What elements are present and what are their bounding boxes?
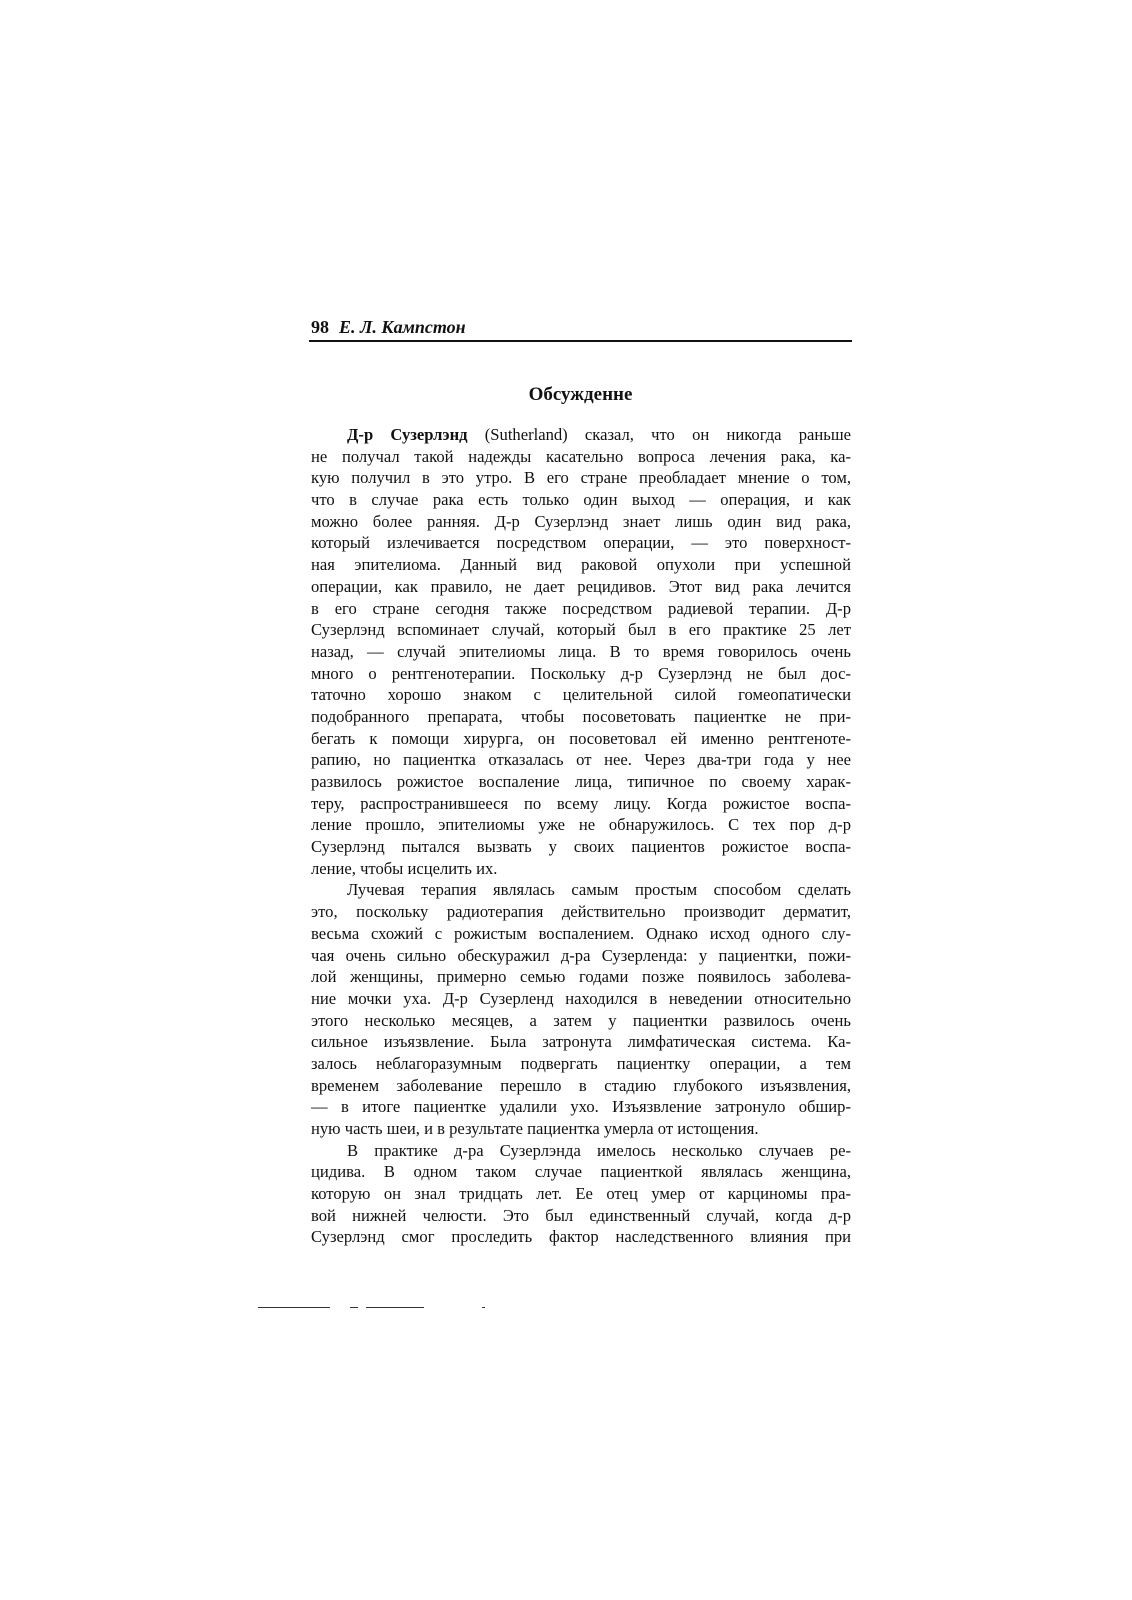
text-line: Д-р Сузерлэнд (Sutherland) сказал, что он никогда раньше bbox=[347, 425, 851, 444]
text-line: который излечивается посредством операции, — это поверхност- bbox=[311, 533, 851, 553]
paragraph bbox=[311, 879, 851, 1139]
text-line: временем заболевание перешло в стадию глубокого изъязвления, bbox=[311, 1075, 851, 1095]
text-line: В практике д-ра Сузерлэнда имелось несколько случаев ре- bbox=[347, 1140, 851, 1160]
text-line: много о рентгенотерапии. Поскольку д-р Сузерлэнд не был дос- bbox=[311, 663, 851, 683]
text-line: Сузерлэнд смог проследить фактор наследственного влияния при bbox=[311, 1227, 851, 1247]
paragraph bbox=[311, 1140, 851, 1248]
text-line: в его стране сегодня также посредством радиевой терапии. Д-р bbox=[311, 598, 851, 618]
text-line: это, поскольку радиотерапия действительно производит дерматит, bbox=[311, 902, 851, 922]
running-head bbox=[311, 316, 851, 340]
text-line: которую он знал тридцать лет. Ее отец умер от карциномы пра- bbox=[311, 1184, 851, 1204]
text-line: не получал такой надежды касательно вопроса лечения рака, ка- bbox=[311, 446, 851, 466]
text-line: ление прошло, эпителиомы уже не обнаружилось. С тех пор д-р bbox=[311, 815, 851, 835]
text-line: кую получил в это утро. В его стране преобладает мнение о том, bbox=[311, 468, 851, 488]
text-line: залось неблагоразумным подвергать пациентку операции, а тем bbox=[311, 1053, 851, 1073]
text-line: назад, — случай эпителиомы лица. В то время говорилось очень bbox=[311, 641, 851, 661]
text-line: этого несколько месяцев, а затем у пациентки развилось очень bbox=[311, 1010, 851, 1030]
footer-rule bbox=[366, 1307, 424, 1308]
text-line: ная эпителиома. Данный вид раковой опухоли при успешной bbox=[311, 555, 851, 575]
text-line: подобранного препарата, чтобы посоветовать пациентке не при- bbox=[311, 706, 851, 726]
text-line: можно более ранняя. Д-р Сузерлэнд знает лишь один вид рака, bbox=[311, 511, 851, 531]
footer-rule bbox=[482, 1307, 485, 1308]
text-line: таточно хорошо знаком с целительной силой гомеопатически bbox=[311, 685, 851, 705]
footer-rule bbox=[350, 1307, 358, 1308]
text-line: чая очень сильно обескуражил д-ра Сузерленда: у пациентки, пожи- bbox=[311, 945, 851, 965]
text-line: Лучевая терапия являлась самым простым способом сделать bbox=[347, 880, 851, 900]
scan-artifact-rules bbox=[258, 1305, 498, 1311]
text-line: развилось рожистое воспаление лица, типичное по своему харак- bbox=[311, 772, 851, 791]
header-rule bbox=[309, 340, 852, 342]
page-number: 98 bbox=[311, 317, 329, 337]
text-line: цидива. В одном таком случае пациенткой являлась женщина, bbox=[311, 1162, 851, 1182]
speaker-name: Д-р Сузерлэнд bbox=[347, 425, 468, 444]
author-name: Е. Л. Кампстон bbox=[339, 317, 466, 337]
footer-rule bbox=[258, 1307, 330, 1308]
text-line: — в итоге пациентке удалили ухо. Изъязвление затронуло обшир- bbox=[311, 1097, 851, 1117]
text-line: весьма схожий с рожистым воспалением. Однако исход одного слу- bbox=[311, 923, 851, 943]
text-line: лой женщины, примерно семью годами позже появилось заболева- bbox=[311, 967, 851, 987]
text-line: сильное изъязвление. Была затронута лимфатическая система. Ка- bbox=[311, 1032, 851, 1052]
text-line: ную часть шеи, и в результате пациентка умерла от истощения. bbox=[311, 1119, 759, 1138]
text-line: рапию, но пациентка отказалась от нее. Через два-три года у нее bbox=[311, 750, 851, 770]
text-line: Сузерлэнд вспоминает случай, который был в его практике 25 лет bbox=[311, 620, 851, 640]
text-line: ние мочки уха. Д-р Сузерленд находился в неведении относительно bbox=[311, 988, 851, 1008]
text-line: теру, распространившееся по всему лицу. Когда рожистое воспа- bbox=[311, 793, 851, 813]
section-title: Обсужденне bbox=[528, 384, 633, 405]
paragraph bbox=[311, 424, 851, 879]
text-line: вой нижней челюсти. Это был единственный случай, когда д-р bbox=[311, 1205, 851, 1225]
body-text bbox=[311, 424, 851, 1248]
text-line: что в случае рака есть только один выход — операция, и как bbox=[311, 490, 851, 510]
text-line: бегать к помощи хирурга, он посоветовал ей именно рентгеноте- bbox=[311, 728, 851, 748]
text-line: Сузерлэнд пытался вызвать у своих пациентов рожистое воспа- bbox=[311, 837, 851, 857]
text-line: операции, как правило, не дает рецидивов. Этот вид рака лечится bbox=[311, 576, 851, 596]
text-line: ление, чтобы исцелить их. bbox=[311, 858, 498, 878]
